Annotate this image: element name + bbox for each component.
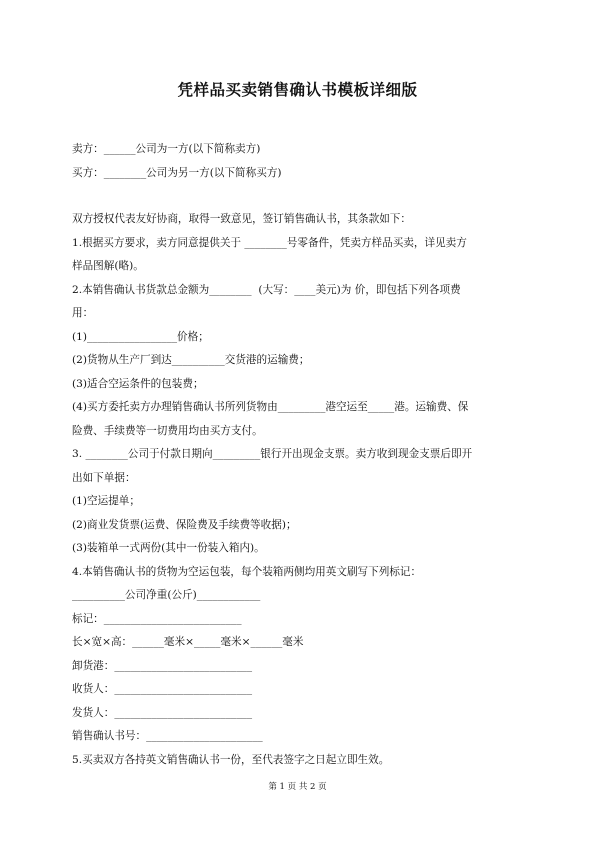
clause-3-line-1: 3. ________公司于付款日期向_________银行开出现金支票。卖方收到现金支票后即开 bbox=[72, 448, 473, 460]
clause-1-line-1: 1.根据买方要求，卖方同意提供关于 ________号零备件，凭卖方样品买卖，详见卖方 bbox=[72, 237, 467, 249]
clause-2-item-4-line-2: 险费、手续费等一切费用均由买方支付。 bbox=[72, 425, 263, 437]
clause-3-item-2: (2)商业发货票(运费、保险费及手续费等收据)； bbox=[72, 519, 297, 531]
seller-line: 卖方：______公司为一方(以下简称卖方) bbox=[72, 143, 261, 155]
clause-4-confirmation-no: 销售确认书号：______________________ bbox=[72, 730, 263, 742]
clause-2-line-2: 用： bbox=[72, 307, 94, 319]
clause-4-net-weight: __________公司净重(公斤)____________ bbox=[72, 589, 261, 601]
intro-paragraph: 双方授权代表友好协商，取得一致意见，签订销售确认书，其条款如下： bbox=[72, 213, 411, 225]
clause-2-item-3: (3)适合空运条件的包装费； bbox=[72, 378, 204, 390]
clause-2-item-1: (1)_________________价格； bbox=[72, 331, 209, 343]
clause-4-shipper: 发货人：__________________________ bbox=[72, 707, 253, 719]
clause-2-item-2: (2)货物从生产厂到达__________交货港的运输费； bbox=[72, 354, 310, 366]
document-title: 凭样品买卖销售确认书模板详细版 bbox=[177, 81, 418, 99]
clause-4-discharge-port: 卸货港：__________________________ bbox=[72, 660, 253, 672]
page-footer: 第 1 页 共 2 页 bbox=[268, 782, 327, 792]
clause-4-mark: 标记：__________________________ bbox=[72, 613, 242, 625]
clause-1-line-2: 样品图解(略)。 bbox=[72, 260, 144, 272]
clause-2-line-1: 2.本销售确认书货款总金额为________ (大写：____美元)为 价，即包括下列各项费 bbox=[72, 284, 461, 296]
clause-3-line-2: 出如下单据： bbox=[72, 472, 136, 484]
buyer-line: 买方：________公司为另一方(以下简称买方) bbox=[72, 167, 282, 179]
clause-4-line-1: 4.本销售确认书的货物为空运包装，每个装箱两侧均用英文刷写下列标记： bbox=[72, 566, 422, 578]
clause-2-item-4-line-1: (4)买方委托卖方办理销售确认书所列货物由_________港空运至_____港。运输费、保 bbox=[72, 401, 469, 413]
clause-5-line-1: 5.买卖双方各持英文销售确认书一份，至代表签字之日起立即生效。 bbox=[72, 754, 390, 766]
clause-3-item-1: (1)空运提单； bbox=[72, 495, 140, 507]
clause-3-item-3: (3)装箱单一式两份(其中一份装入箱内)。 bbox=[72, 542, 265, 554]
clause-4-dimensions: 长×宽×高：______毫米×_____毫米×______毫米 bbox=[72, 636, 304, 648]
clause-4-consignee: 收货人：__________________________ bbox=[72, 683, 253, 695]
